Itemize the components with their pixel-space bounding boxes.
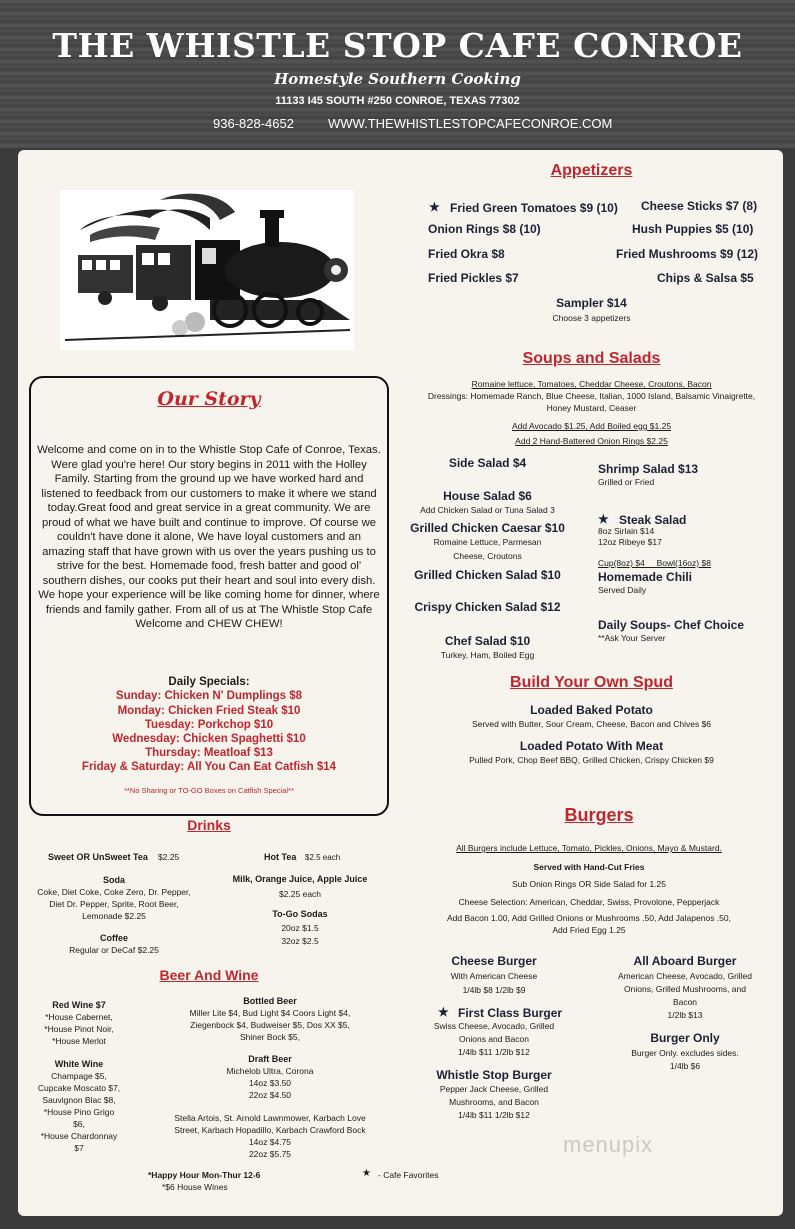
burger-includes: All Burgers include Lettuce, Tomato, Pickles, Onions, Mayo & Mustard. xyxy=(456,843,722,853)
drink-tea-price: $2.25 xyxy=(158,852,180,862)
shrimp-salad: Shrimp Salad $13 xyxy=(598,462,699,476)
our-story-title: Our Story xyxy=(157,388,261,410)
train-illustration xyxy=(60,190,354,350)
menupix-watermark: menupix xyxy=(563,1132,654,1157)
bottled-beer-line2: Ziegenbock $4, Budweiser $5, Dos XX $5, xyxy=(190,1020,350,1030)
red-wine-cabernet: *House Cabernet, xyxy=(45,1012,113,1022)
burger-only-price: 1/4lb $6 xyxy=(669,1061,701,1071)
drink-soda-line2: Diet Dr. Pepper, Sprite, Root Beer, xyxy=(49,899,179,909)
appetizer-fried-okra: Fried Okra $8 xyxy=(428,247,505,261)
burger-sub-option: Sub Onion Rings OR Side Salad for 1.25 xyxy=(511,879,667,889)
salad-toppings: Romaine lettuce, Tomatoes, Cheddar Cheese, Croutons, Bacon xyxy=(471,379,712,389)
first-class-burger: First Class Burger xyxy=(458,1006,563,1020)
bottled-beer-line3: Shiner Bock $5, xyxy=(239,1032,300,1042)
all-aboard-desc3: Bacon xyxy=(672,997,698,1007)
burger-fries: Served with Hand-Cut Fries xyxy=(533,862,645,872)
salad-addon-onion-rings: Add 2 Hand-Battered Onion Rings $2.25 xyxy=(515,436,668,446)
happy-hour: *Happy Hour Mon-Thur 12-6 xyxy=(148,1170,261,1180)
daily-specials-title: Daily Specials: xyxy=(168,676,250,688)
red-wine-pinot: *House Pinot Noir, xyxy=(44,1024,114,1034)
whistle-stop-price: 1/4lb $11 1/2lb $12 xyxy=(458,1110,530,1120)
chili-note: Served Daily xyxy=(598,585,647,595)
star-icon: ★ xyxy=(598,512,609,526)
burger-addons-line2: Add Fried Egg 1.25 xyxy=(552,925,626,935)
drinks-title: Drinks xyxy=(187,817,231,833)
drink-coffee: Coffee xyxy=(99,933,128,943)
white-wine: White Wine xyxy=(54,1059,104,1069)
side-salad: Side Salad $4 xyxy=(448,456,527,470)
drink-soda-line1: Coke, Diet Coke, Coke Zero, Dr. Pepper, xyxy=(37,887,191,897)
drink-milk-juice: Milk, Orange Juice, Apple Juice xyxy=(232,874,368,884)
grilled-chicken-caesar: Grilled Chicken Caesar $10 xyxy=(410,521,565,535)
white-wine-pinot-grigio-price: $6, xyxy=(73,1119,85,1129)
star-icon: ★ xyxy=(438,1005,449,1019)
draft-beer: Draft Beer xyxy=(248,1054,292,1064)
shrimp-salad-note: Grilled or Fried xyxy=(598,477,655,487)
appetizer-sampler: Sampler $14 xyxy=(556,296,627,310)
special-tuesday: Tuesday: Porkchop $10 xyxy=(144,719,274,731)
craft-beer-22oz: 22oz $5.75 xyxy=(248,1149,292,1159)
whistle-stop-desc2: Mushrooms, and Bacon xyxy=(449,1097,539,1107)
drink-togo-sodas: To-Go Sodas xyxy=(272,909,328,919)
header-banner xyxy=(0,0,795,148)
website-link[interactable]: WWW.THEWHISTLESTOPCAFECONROE.COM xyxy=(328,116,613,131)
white-wine-sauvignon: Sauvignon Blac $8, xyxy=(42,1095,116,1105)
drink-coffee-price: Regular or DeCaf $2.25 xyxy=(69,945,159,955)
craft-beer-line2: Street, Karbach Hopadillo, Karbach Crawford Bock xyxy=(174,1125,366,1135)
chef-salad-note: Turkey, Ham, Boiled Egg xyxy=(440,650,535,660)
burgers-title: Burgers xyxy=(564,805,634,825)
first-class-desc2: Onions and Bacon xyxy=(459,1034,529,1044)
white-wine-chardonnay: *House Chardonnay xyxy=(40,1131,118,1141)
daily-soups-note: **Ask Your Server xyxy=(598,633,666,643)
appetizer-fried-green-tomatoes: Fried Green Tomatoes $9 (10) xyxy=(450,201,618,215)
crispy-chicken-salad: Crispy Chicken Salad $12 xyxy=(414,600,561,614)
sampler-note: Choose 3 appetizers xyxy=(552,313,631,323)
favorites-legend: - Cafe Favorites xyxy=(378,1170,439,1180)
draft-beer-22oz: 22oz $4.50 xyxy=(248,1090,292,1100)
special-wednesday: Wednesday: Chicken Spaghetti $10 xyxy=(112,733,306,745)
restaurant-tagline: Homestyle Southern Cooking xyxy=(274,70,521,88)
appetizer-chips-salsa: Chips & Salsa $5 xyxy=(657,271,754,285)
bottled-beer: Bottled Beer xyxy=(243,996,297,1006)
steak-salad-ribeye: 12oz Ribeye $17 xyxy=(598,537,662,547)
caesar-note-line1: Romaine Lettuce, Parmesan xyxy=(433,537,542,547)
house-salad-note: Add Chicken Salad or Tuna Salad 3 xyxy=(420,505,555,515)
soups-salads-title: Soups and Salads xyxy=(522,350,661,367)
caesar-note-line2: Cheese, Croutons xyxy=(453,551,522,561)
cheese-burger-price: 1/4lb $8 1/2lb $9 xyxy=(462,985,526,995)
salad-dressings-line2: Honey Mustard, Ceaser xyxy=(546,403,637,413)
cheese-burger-desc: With American Cheese xyxy=(450,971,538,981)
appetizer-fried-pickles: Fried Pickles $7 xyxy=(428,271,519,285)
grilled-chicken-salad: Grilled Chicken Salad $10 xyxy=(414,568,561,582)
red-wine-merlot: *House Merlot xyxy=(52,1036,106,1046)
star-icon: ★ xyxy=(429,200,440,214)
salad-dressings-line1: Dressings: Homemade Ranch, Blue Cheese, Italian, 1000 Island, Balsamic Vinaigrette, xyxy=(427,391,756,401)
homemade-chili: Homemade Chili xyxy=(598,570,693,584)
craft-beer-line1: Stella Artois, St. Arnold Lawnmower, Karbach Love xyxy=(174,1113,366,1123)
whistle-stop-burger: Whistle Stop Burger xyxy=(436,1068,552,1082)
burger-only: Burger Only xyxy=(650,1031,720,1045)
house-salad: House Salad $6 xyxy=(443,489,532,503)
beer-wine-title: Beer And Wine xyxy=(159,967,259,983)
drink-milk-juice-price: $2.25 each xyxy=(278,889,322,899)
appetizer-onion-rings: Onion Rings $8 (10) xyxy=(428,222,541,236)
drink-togo-32oz: 32oz $2.5 xyxy=(281,936,319,946)
restaurant-name: THE WHISTLE STOP CAFE CONROE xyxy=(52,26,743,65)
drink-soda: Soda xyxy=(102,875,125,885)
burger-only-desc: Burger Only. excludes sides. xyxy=(631,1048,739,1058)
all-aboard-burger: All Aboard Burger xyxy=(633,954,737,968)
drink-hot-tea: Hot Tea xyxy=(264,852,297,862)
draft-beer-14oz: 14oz $3.50 xyxy=(248,1078,292,1088)
red-wine: Red Wine $7 xyxy=(52,1000,106,1010)
craft-beer-14oz: 14oz $4.75 xyxy=(248,1137,292,1147)
steak-salad: Steak Salad xyxy=(619,513,687,527)
drink-soda-line3: Lemonade $2.25 xyxy=(82,911,146,921)
white-wine-moscato: Cupcake Moscato $7, xyxy=(37,1083,121,1093)
cheese-burger: Cheese Burger xyxy=(451,954,537,968)
all-aboard-price: 1/2lb $13 xyxy=(667,1010,703,1020)
all-aboard-desc1: American Cheese, Avocado, Grilled xyxy=(617,971,753,981)
special-friday-saturday: Friday & Saturday: All You Can Eat Catfish $14 xyxy=(81,761,337,773)
chili-sizes: Cup(8oz) $4 Bowl(16oz) $8 xyxy=(598,558,711,568)
happy-hour-wines: *$6 House Wines xyxy=(162,1182,228,1192)
burger-addons-line1: Add Bacon 1.00, Add Grilled Onions or Mushrooms .50, Add Jalapenos .50, xyxy=(447,913,731,923)
first-class-price: 1/4lb $11 1/2lb $12 xyxy=(458,1047,530,1057)
appetizers-title: Appetizers xyxy=(550,162,633,179)
first-class-desc1: Swiss Cheese, Avocado, Grilled xyxy=(433,1021,555,1031)
drink-hot-tea-price: $2.5 each xyxy=(305,853,341,862)
chef-salad: Chef Salad $10 xyxy=(444,634,531,648)
loaded-potato-meat-note: Pulled Pork, Chop Beef BBQ, Grilled Chicken, Crispy Chicken $9 xyxy=(469,755,714,765)
salad-addon-avocado-egg: Add Avocado $1.25, Add Boiled egg $1.25 xyxy=(511,421,672,431)
bottled-beer-line1: Miller Lite $4, Bud Light $4 Coors Light $4, xyxy=(189,1008,351,1018)
steam-train-icon xyxy=(60,190,354,350)
all-aboard-desc2: Onions, Grilled Mushrooms, and xyxy=(624,984,746,994)
loaded-baked-potato-note: Served with Butter, Sour Cream, Cheese, Bacon and Chives $6 xyxy=(471,719,712,729)
phone-number[interactable]: 936-828-4652 xyxy=(213,116,294,131)
restaurant-address: 11133 I45 SOUTH #250 CONROE, TEXAS 77302 xyxy=(275,95,520,107)
spud-title: Build Your Own Spud xyxy=(510,674,673,691)
white-wine-champagne: Champage $5, xyxy=(51,1071,107,1081)
white-wine-pinot-grigio: *House Pino Grigo xyxy=(43,1107,115,1117)
drink-togo-20oz: 20oz $1.5 xyxy=(281,923,319,933)
white-wine-chardonnay-price: $7 xyxy=(74,1143,84,1153)
draft-beer-line1: Michelob Ultra, Corona xyxy=(226,1066,314,1076)
burger-cheese-selection: Cheese Selection: American, Cheddar, Swiss, Provolone, Pepperjack xyxy=(458,897,720,907)
daily-soups: Daily Soups- Chef Choice xyxy=(598,618,745,632)
special-thursday: Thursday: Meatloaf $13 xyxy=(145,747,273,759)
star-icon: ★ xyxy=(362,1168,371,1179)
steak-salad-sirloin: 8oz Sirlain $14 xyxy=(598,526,655,536)
loaded-baked-potato: Loaded Baked Potato xyxy=(530,703,653,717)
special-monday: Monday: Chicken Fried Steak $10 xyxy=(117,705,301,717)
loaded-potato-meat: Loaded Potato With Meat xyxy=(519,739,664,753)
our-story-text: Welcome and come on in to the Whistle Stop Cafe of Conroe, Texas. Were glad you're here! Our story begins in 2011 with the Holley Family. Starting from the ground up we have worked hard and listened to feedback from our customers to make it where we stand today.Great food and great service in a great community. We are proud of what we have built and continue to improve. Of course we couldn't have done it alone, We have loyal customers and an amazing staff that have grown with us over the years pushing us to strive for the best. Homemade food, fresh batter and good ol' southern dishes, our cooks put their heart and soul into every dish. We hope your experience will be like coming home for dinner, where friends and family gather. From all of us at The Whistle Stop Cafe Welcome and CHEW CHEW! xyxy=(37,444,381,630)
specials-note: **No Sharing or TO-GO Boxes on Catfish Special** xyxy=(124,786,294,795)
appetizer-fried-mushrooms: Fried Mushrooms $9 (12) xyxy=(616,247,759,261)
special-sunday: Sunday: Chicken N' Dumplings $8 xyxy=(115,690,303,702)
whistle-stop-desc1: Pepper Jack Cheese, Grilled xyxy=(439,1084,549,1094)
appetizer-hush-puppies: Hush Puppies $5 (10) xyxy=(632,222,754,236)
appetizer-cheese-sticks: Cheese Sticks $7 (8) xyxy=(641,199,758,213)
drink-tea: Sweet OR UnSweet Tea xyxy=(48,852,148,862)
